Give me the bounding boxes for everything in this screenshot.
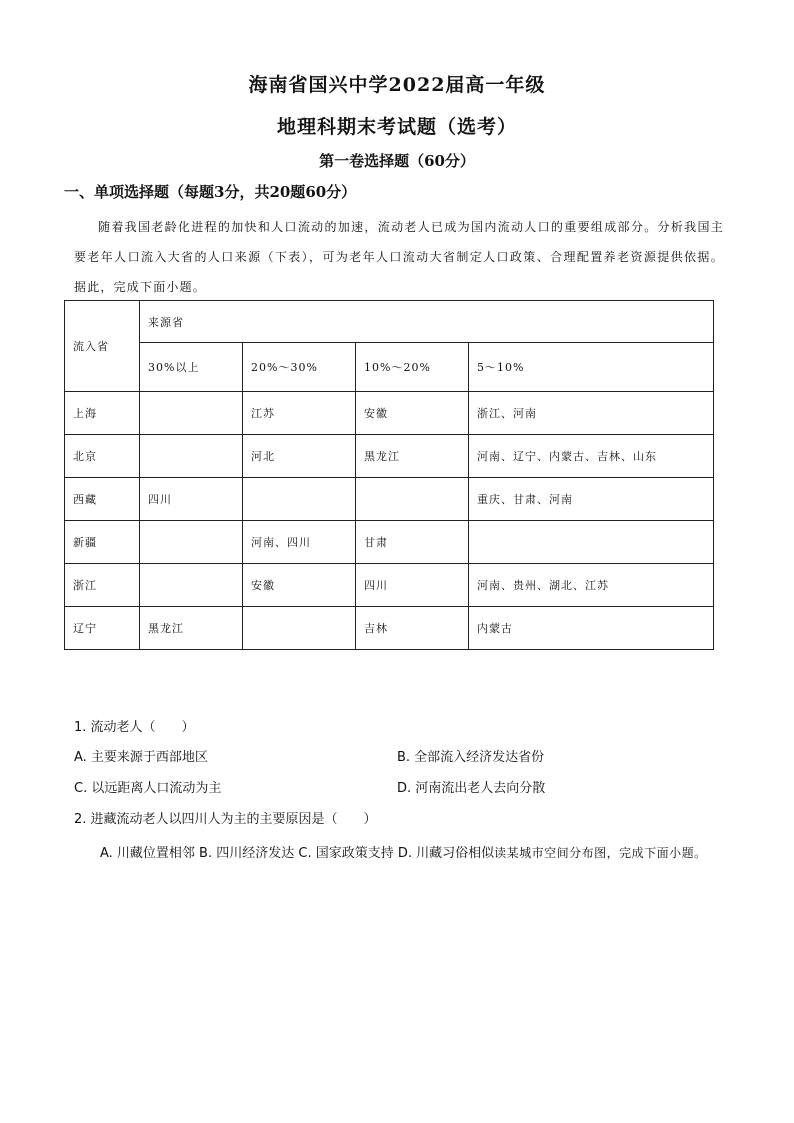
table-cell: 吉林 — [356, 607, 469, 650]
table-row — [65, 564, 714, 607]
table-row — [65, 521, 714, 564]
section-heading: 一、单项选择题（每题3分，共20题60分） — [64, 183, 357, 201]
province-cell: 浙江 — [65, 564, 140, 607]
table-cell: 安徽 — [356, 392, 469, 435]
table-cell: 内蒙古 — [469, 607, 714, 650]
province-cell: 新疆 — [65, 521, 140, 564]
question-2-option-list: A. 川藏位置相邻 B. 四川经济发达 C. 国家政策支持 D. 川藏习俗相似 — [100, 846, 495, 861]
table-cell: 河北 — [243, 435, 356, 478]
volume-title: 第一卷选择题（60分） — [319, 152, 475, 170]
question-2-options — [74, 838, 734, 869]
row-header-cell: 流入省 — [65, 301, 140, 392]
table-header-row — [65, 343, 714, 392]
table-cell: 重庆、甘肃、河南 — [469, 478, 714, 521]
question-1-option-b: B. 全部流入经济发达省份 — [397, 750, 545, 765]
question-1-option-d: D. 河南流出老人去向分散 — [397, 781, 546, 796]
question-1-option-a: A. 主要来源于西部地区 — [74, 750, 208, 765]
province-cell: 西藏 — [65, 478, 140, 521]
next-question-lead-in: 读某城市空间分布图，完成下面小题。 — [494, 846, 707, 860]
table-cell: 安徽 — [243, 564, 356, 607]
group-header-cell: 来源省 — [140, 301, 714, 343]
intro-paragraph: 随着我国老龄化进程的加快和人口流动的加速，流动老人已成为国内流动人口的重要组成部分。分析我国主要老年人口流入大省的人口来源（下表），可为老年人口流动大省制定人口政策、合理配置养老资源提供依据。据此，完成下面小题。 — [74, 220, 724, 294]
table-cell: 甘肃 — [356, 521, 469, 564]
question-1-stem: 1. 流动老人（ ） — [74, 720, 195, 735]
table-cell: 河南、贵州、湖北、江苏 — [469, 564, 714, 607]
column-header: 10%～20% — [356, 343, 469, 392]
table-cell — [243, 607, 356, 650]
population-source-table — [64, 300, 714, 650]
table-cell: 河南、辽宁、内蒙古、吉林、山东 — [469, 435, 714, 478]
column-header: 5～10% — [469, 343, 714, 392]
province-cell: 上海 — [65, 392, 140, 435]
table-cell: 四川 — [140, 478, 243, 521]
table-cell — [243, 478, 356, 521]
table-row — [65, 435, 714, 478]
table-cell: 黑龙江 — [356, 435, 469, 478]
table-cell: 浙江、河南 — [469, 392, 714, 435]
table-cell: 河南、四川 — [243, 521, 356, 564]
school-title: 海南省国兴中学2022届高一年级 — [248, 74, 546, 96]
exam-title: 地理科期末考试题（选考） — [276, 116, 517, 138]
table-cell: 四川 — [356, 564, 469, 607]
table-row — [65, 607, 714, 650]
table-cell — [140, 392, 243, 435]
table-cell: 黑龙江 — [140, 607, 243, 650]
province-cell: 辽宁 — [65, 607, 140, 650]
table-row — [65, 478, 714, 521]
table-cell — [140, 521, 243, 564]
table-row — [65, 392, 714, 435]
column-header: 30%以上 — [140, 343, 243, 392]
question-2-stem: 2. 进藏流动老人以四川人为主的主要原因是（ ） — [74, 812, 377, 827]
question-1-option-c: C. 以远距离人口流动为主 — [74, 781, 222, 796]
column-header: 20%～30% — [243, 343, 356, 392]
table-cell: 江苏 — [243, 392, 356, 435]
table-header-row — [65, 301, 714, 343]
table-cell — [140, 435, 243, 478]
table-cell — [469, 521, 714, 564]
table-cell — [140, 564, 243, 607]
table-cell — [356, 478, 469, 521]
province-cell: 北京 — [65, 435, 140, 478]
